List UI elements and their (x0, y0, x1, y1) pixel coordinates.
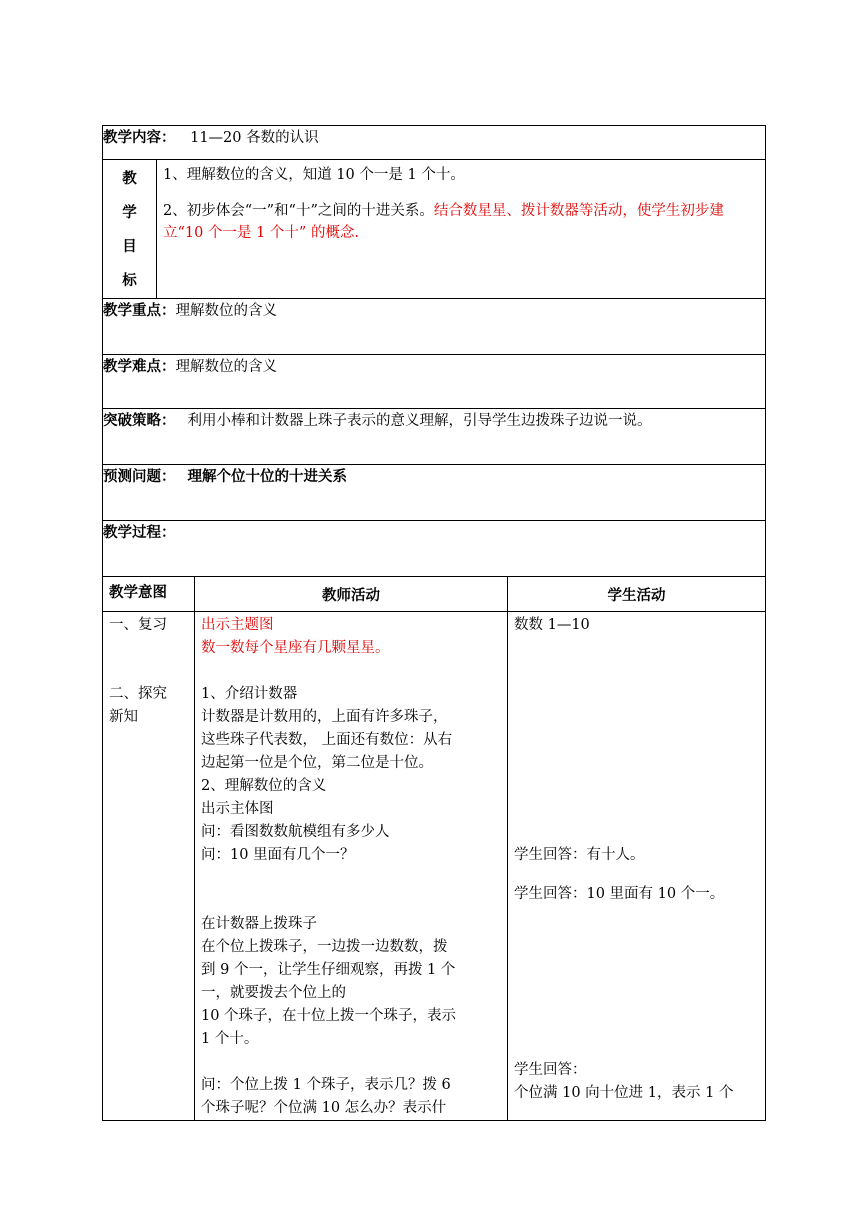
teacher-line-9: 问：看图数数航模组有多少人 (201, 824, 390, 840)
student-line-3: 学生回答：10 里面有 10 个一。 (514, 886, 725, 902)
difficulty-row (103, 355, 766, 409)
intent-explore-2: 新知 (109, 709, 138, 725)
teacher-line-11: 在计数器上拨珠子 (201, 916, 317, 932)
goals-row (103, 160, 766, 299)
student-cell (508, 612, 766, 1121)
content-row (103, 126, 766, 160)
prediction-label: 预测问题： (103, 468, 176, 485)
goals-label-char-2: 学 (122, 204, 137, 221)
goals-label-char-1: 教 (122, 170, 137, 187)
teacher-cell (195, 612, 508, 1121)
student-line-5: 个位满 10 向十位进 1，表示 1 个 (514, 1085, 734, 1101)
header-student: 学生活动 (508, 577, 766, 612)
teacher-line-14: 一，就要拨去个位上的 (201, 985, 346, 1001)
strategy-cell (103, 409, 766, 465)
teacher-line-5: 这些珠子代表数， 上面还有数位：从右 (201, 732, 453, 748)
content-value: 11—20 各数的认识 (190, 130, 319, 146)
prediction-row (103, 465, 766, 521)
prediction-value: 理解个位十位的十进关系 (187, 468, 347, 485)
teacher-line-7: 2、理解数位的含义 (201, 778, 327, 794)
student-line-1: 数数 1—10 (514, 617, 590, 633)
teacher-line-18: 个珠子呢？个位满 10 怎么办？表示什 (201, 1100, 447, 1116)
teacher-line-1: 出示主题图 (201, 617, 274, 633)
lesson-plan-table (102, 125, 766, 1121)
focus-row (103, 299, 766, 355)
teacher-line-12: 在个位上拨珠子，一边拨一边数数，拨 (201, 939, 448, 955)
teacher-line-17: 问：个位上拨 1 个珠子，表示几？拨 6 (201, 1077, 451, 1093)
goal-item-2-text: 2、初步体会“一”和“十”之间的十进关系。 (163, 203, 434, 219)
process-body-row (103, 612, 766, 1121)
teacher-line-2: 数一数每个星座有几颗星星。 (201, 640, 390, 656)
intent-explore-1: 二、探究 (109, 686, 167, 702)
process-cell (103, 521, 766, 577)
teacher-line-3: 1、介绍计数器 (201, 686, 298, 702)
goals-label-char-3: 目 (122, 238, 137, 255)
intent-cell (103, 612, 195, 1121)
goal-item-1: 1、理解数位的含义，知道 10 个一是 1 个十。 (163, 167, 465, 183)
strategy-value: 利用小棒和计数器上珠子表示的意义理解，引导学生边拨珠子边说一说。 (187, 413, 652, 429)
teacher-line-15: 10 个珠子，在十位上拨一个珠子，表示 (201, 1008, 457, 1024)
difficulty-cell (103, 355, 766, 409)
process-label: 教学过程： (103, 524, 176, 541)
teacher-line-16: 1 个十。 (201, 1031, 259, 1047)
process-row (103, 521, 766, 577)
student-line-4: 学生回答： (514, 1062, 587, 1078)
student-line-2: 学生回答：有十人。 (514, 847, 645, 863)
teacher-line-6: 边起第一位是个位，第二位是十位。 (201, 755, 433, 771)
focus-cell (103, 299, 766, 355)
content-cell (103, 126, 766, 160)
header-teacher: 教师活动 (195, 577, 508, 612)
difficulty-label: 教学难点： (103, 358, 176, 375)
focus-value: 理解数位的含义 (175, 303, 277, 319)
goals-label-char-4: 标 (122, 272, 137, 289)
goal-item-2 (163, 200, 761, 244)
teacher-line-4: 计数器是计数用的，上面有许多珠子， (201, 709, 448, 725)
goal-item-2-red-text: 结合数星星、拨计数器等活动，使学生初步建立“10 个一是 1 个十” 的概念. (163, 203, 724, 241)
goals-cell (157, 160, 766, 299)
difficulty-value: 理解数位的含义 (175, 359, 277, 375)
intent-review: 一、复习 (109, 617, 167, 633)
strategy-row (103, 409, 766, 465)
teacher-line-13: 到 9 个一，让学生仔细观察，再拨 1 个 (201, 962, 456, 978)
prediction-cell (103, 465, 766, 521)
teacher-line-10: 问：10 里面有几个一？ (201, 847, 355, 863)
content-label: 教学内容： (103, 129, 176, 146)
process-header-row (103, 577, 766, 612)
teacher-line-8: 出示主体图 (201, 801, 274, 817)
strategy-label: 突破策略： (103, 412, 176, 429)
focus-label: 教学重点： (103, 302, 176, 319)
goals-label-cell (103, 160, 157, 299)
header-intent: 教学意图 (103, 577, 195, 612)
